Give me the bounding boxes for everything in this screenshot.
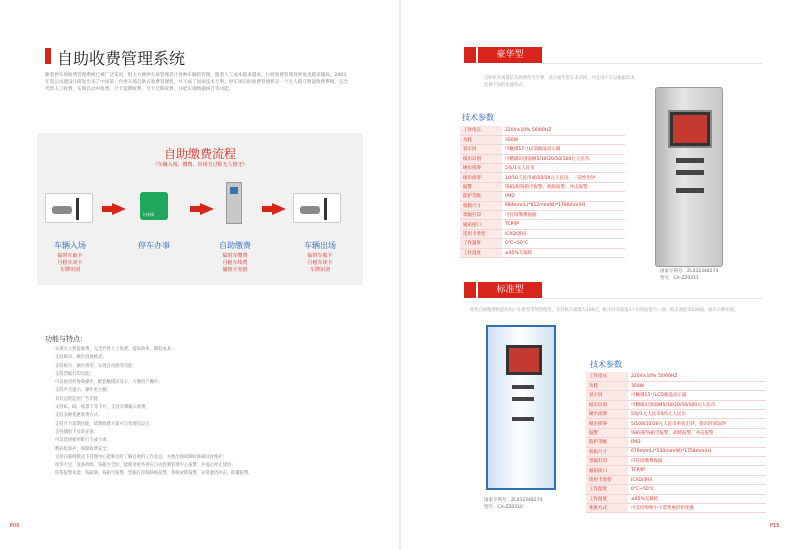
intro-paragraph: 随着停车场收费管理系统已被广泛采用，很大方便停车场管理者计各种车辆的管理，随着人工成本越来越高，行驶收费管理效率低也越来越高，2003年我公司建设计研发出来了中国第一台停车场自助式收费管理机，并不成了国家技术专利。停车场自助收费管理机是一个无人值守智能收费系统，完全代替人工收费，实现自动中收费，月卡延期收费，月卡过期收费，并能实现数据统计等功能。 <box>45 73 349 92</box>
title-marker <box>45 48 51 64</box>
spec-row <box>460 154 625 163</box>
spec-value: 676mm(L)*530mm(W)*1758mm(H) <box>628 447 766 456</box>
deluxe-patent <box>660 268 718 282</box>
step-detail: 车牌识别 <box>59 267 80 273</box>
spec-value: 5/10或10/20元人民币单张出钞，找币时间5/钞 <box>628 419 766 428</box>
spec-row <box>460 126 625 135</box>
feature-item: 可以选择使用银行卡或卡或； <box>55 438 111 444</box>
spec-value: TCP/IP <box>628 466 766 475</box>
arrow-icon <box>112 203 126 215</box>
spec-value: 10/50人民币或/10/20元人民币，一次性出钞 <box>502 173 625 182</box>
spec-row <box>586 485 766 494</box>
spec-value: 350W <box>502 135 625 144</box>
spec-value: 5角/1元人民币 <box>502 164 625 173</box>
spec-row <box>586 372 766 381</box>
spec-value: 可打印缴费收据 <box>502 211 625 220</box>
spec-key: 工作温度 <box>460 239 502 248</box>
spec-key: 纸币识别 <box>460 154 502 163</box>
spec-key: 硬币找零 <box>460 164 502 173</box>
spec-row <box>586 457 766 466</box>
spec-row <box>586 438 766 447</box>
spec-value: ≤95%无凝结 <box>502 248 625 257</box>
feature-item: 支持纸币、硬币找零，实现自动找零功能； <box>55 363 137 369</box>
spec-value: 可精确识别面额5/10/20/50/100元人民币 <box>502 154 625 163</box>
feature-item: 具有远程监控广告功能； <box>55 396 103 402</box>
standard-patent <box>484 497 542 511</box>
deluxe-tag: 豪华型 <box>478 47 542 63</box>
deluxe-kiosk-image <box>655 87 723 267</box>
spec-key: 防护等级 <box>586 438 628 447</box>
deluxe-description: 自助机外观简洁美观便作为至尊，适合豪华型车来式样，并且用户可以根据需求，选择不同的机器机式。 <box>484 76 639 88</box>
flow-title: 自助缴费流程 <box>163 147 236 161</box>
spec-value: 220V±10% 50/60HZ <box>502 126 625 135</box>
spec-key: 工作电压 <box>586 372 628 381</box>
step-detail: 月租车读卡 <box>57 260 83 266</box>
spec-row <box>460 173 625 182</box>
spec-row <box>586 410 766 419</box>
arrow-icon <box>200 203 214 215</box>
step-detail: 临时车取卡 <box>57 253 83 259</box>
spec-row <box>586 503 766 512</box>
spec-value: 0°C~50°C <box>628 485 766 494</box>
arrow-icon <box>272 203 286 215</box>
patent-number: 国家专利号：ZL032348274 <box>484 498 543 503</box>
spec-value: 0°C~50°C <box>502 239 625 248</box>
spec-key: 硬币找零 <box>586 410 628 419</box>
standard-kiosk-image <box>486 325 556 490</box>
spec-row <box>460 248 625 257</box>
spec-value: 钱箱满/钱箱空报警、故障报警、冲击报警 <box>502 182 625 191</box>
standard-spec-table <box>586 372 766 513</box>
step-detail: 月租车续费 <box>222 260 248 266</box>
model-number: 型号：CA-ZZ0310 <box>484 505 523 510</box>
feature-item: 支持多种优惠收费方式； <box>55 413 103 419</box>
spec-value: IC/ID/条码 <box>502 229 625 238</box>
spec-key: 工作湿度 <box>460 248 502 257</box>
spec-row <box>460 220 625 229</box>
feature-item: 数码化保护，保障收费安全； <box>55 446 111 452</box>
spec-key: 功耗 <box>460 135 502 144</box>
spec-row <box>460 201 625 210</box>
step-payment-label: 自助缴费 <box>219 241 251 250</box>
step-detail: 储值卡充值 <box>222 267 248 273</box>
spec-value: 可触摸17寸LCD液晶显示器 <box>502 145 625 154</box>
divider <box>542 298 762 299</box>
feature-item: 支持纸币、硬币投放模式； <box>55 355 107 361</box>
escalator-label: 卡抹梯 <box>142 212 154 217</box>
step-entry-details <box>40 253 100 274</box>
spec-value: 可精确识别面额5/10/20/50/100元人民币 <box>628 400 766 409</box>
spec-row <box>460 164 625 173</box>
standard-description: 使性自助缴费机能均用户在新型常规型使用，支持纸币最低为100元，纸币找零面值3个识别面值为一面，纸币面值为100面，纸币币种识别。 <box>470 308 739 313</box>
spec-key: 纸币识别 <box>586 400 628 409</box>
spec-key: 报警 <box>460 182 502 191</box>
page-number-right: P15 <box>770 523 780 529</box>
spec-key: 适用卡类型 <box>586 475 628 484</box>
spec-value: 钱箱满/钱箱空报警、故障报警、冲击报警 <box>628 428 766 437</box>
feature-item: 支持票据打印功能； <box>55 371 94 377</box>
page-spine <box>399 0 401 550</box>
spec-row <box>586 381 766 390</box>
spec-key: 优惠方式 <box>586 503 628 512</box>
spec-value: IP42 <box>502 192 625 201</box>
spec-row <box>460 239 625 248</box>
spec-row <box>460 182 625 191</box>
spec-row <box>586 494 766 503</box>
spec-value: TCP/IP <box>502 220 625 229</box>
spec-value: IC/ID/条码 <box>628 475 766 484</box>
escalator-icon <box>140 192 168 220</box>
deluxe-spec-title: 技术参数 <box>462 113 494 122</box>
spec-row <box>586 466 766 475</box>
standard-tag: 标准型 <box>478 282 542 298</box>
feature-item: 支持储值卡自助充值； <box>55 429 98 435</box>
step-detail: 临时车收卡 <box>307 253 333 259</box>
spec-row <box>586 428 766 437</box>
model-number: 型号：CA-ZZ0311 <box>660 276 699 281</box>
spec-row <box>586 475 766 484</box>
page-number-left: P06 <box>10 523 20 529</box>
spec-value: 5角/1元人民币0/5元人民币 <box>628 410 766 419</box>
feature-item: 可以接语机射频操作，配套触摸屏显示，方便用户操作； <box>55 380 163 386</box>
kiosk-thumbnail <box>226 182 242 224</box>
step-exit-label: 车辆出场 <box>304 241 336 250</box>
features-list <box>55 346 355 479</box>
spec-row <box>460 145 625 154</box>
spec-key: 机箱尺寸 <box>586 447 628 456</box>
spec-key: 功耗 <box>586 381 628 390</box>
spec-value: 684mm(L)*612mm(W)*1780mm(H) <box>502 201 625 210</box>
spec-row <box>586 447 766 456</box>
spec-row <box>460 211 625 220</box>
divider <box>542 63 762 64</box>
spec-value: 可触摸15寸LCD液晶显示器 <box>628 391 766 400</box>
spec-row <box>460 135 625 144</box>
feature-item: 实现无人智能收费，完全代替人工收费，提高效率，降低成本； <box>55 347 176 352</box>
spec-key: 纸币找零 <box>460 173 502 182</box>
spec-key: 报警 <box>586 428 628 437</box>
spec-key: 机箱尺寸 <box>460 201 502 210</box>
deluxe-spec-table <box>460 126 625 258</box>
spec-key: 适用卡类型 <box>460 229 502 238</box>
step-detail: 临时车缴费 <box>222 253 248 259</box>
step-detail: 月租车读卡 <box>307 260 333 266</box>
spec-key: 通讯接口 <box>586 466 628 475</box>
step-detail: 车牌识别 <box>309 267 330 273</box>
feature-item: 支持IC、ID、纸票卡等卡片，支持车牌输入收费； <box>55 405 150 411</box>
spec-key: 工作电压 <box>460 126 502 135</box>
step-payment-details <box>205 253 265 274</box>
spec-value: 可支持购物小小票优惠折扣优惠 <box>628 503 766 512</box>
spec-key: 防护等级 <box>460 192 502 201</box>
step-parking-label: 停车办事 <box>138 241 170 250</box>
spec-row <box>460 229 625 238</box>
feature-item: 支持月卡延期功能，延期收费方案可自管理员设定； <box>55 421 154 427</box>
car-entry-image <box>45 193 93 223</box>
spec-key: 纸币找零 <box>586 419 628 428</box>
page-title: 自助收费管理系统 <box>57 49 186 68</box>
step-exit-details <box>290 253 350 274</box>
spec-key: 工作温度 <box>586 485 628 494</box>
spec-value: IP42 <box>628 438 766 447</box>
feature-item: 支持在联网模式下管理中心能够及时了解自助机工作状态，方便出现故障时准确及时维护； <box>55 454 227 460</box>
spec-key: 显示屏 <box>460 145 502 154</box>
spec-row <box>586 391 766 400</box>
standard-spec-title: 技术参数 <box>590 360 622 369</box>
car-exit-image <box>293 193 341 223</box>
spec-row <box>586 419 766 428</box>
spec-value: ≤95%无凝结 <box>628 494 766 503</box>
spec-value: 可打印缴费收据 <box>628 457 766 466</box>
features-title: 功能与特点： <box>45 335 87 343</box>
spec-key: 票据打印 <box>460 211 502 220</box>
spec-key: 显示屏 <box>586 391 628 400</box>
spec-key: 通讯接口 <box>460 220 502 229</box>
spec-value: 220V±10% 50/60HZ <box>628 372 766 381</box>
feature-item: 防伤报警功能：钱箱满、钱箱空报警，票据打印纸缺纸报警，系统故障报警，异常遮挡冲击、防撬报警。 <box>55 471 253 477</box>
step-entry-label: 车辆入场 <box>54 241 86 250</box>
feature-item: 找零不足、设备故障、钱箱少全时，能使用财务供应自动控制管理中心报警，并提示停止使用； <box>55 463 236 469</box>
patent-number: 国家专利号：ZL032348274 <box>660 269 719 274</box>
spec-key: 工作湿度 <box>586 494 628 503</box>
spec-key: 票据打印 <box>586 457 628 466</box>
feature-item: 支持声音提示，操作更方便； <box>55 388 111 394</box>
spec-row <box>586 400 766 409</box>
flow-subtitle: （车辆入场、缴费、出场全过程无人值守） <box>152 162 248 168</box>
spec-row <box>460 192 625 201</box>
spec-value: 350W <box>628 381 766 390</box>
